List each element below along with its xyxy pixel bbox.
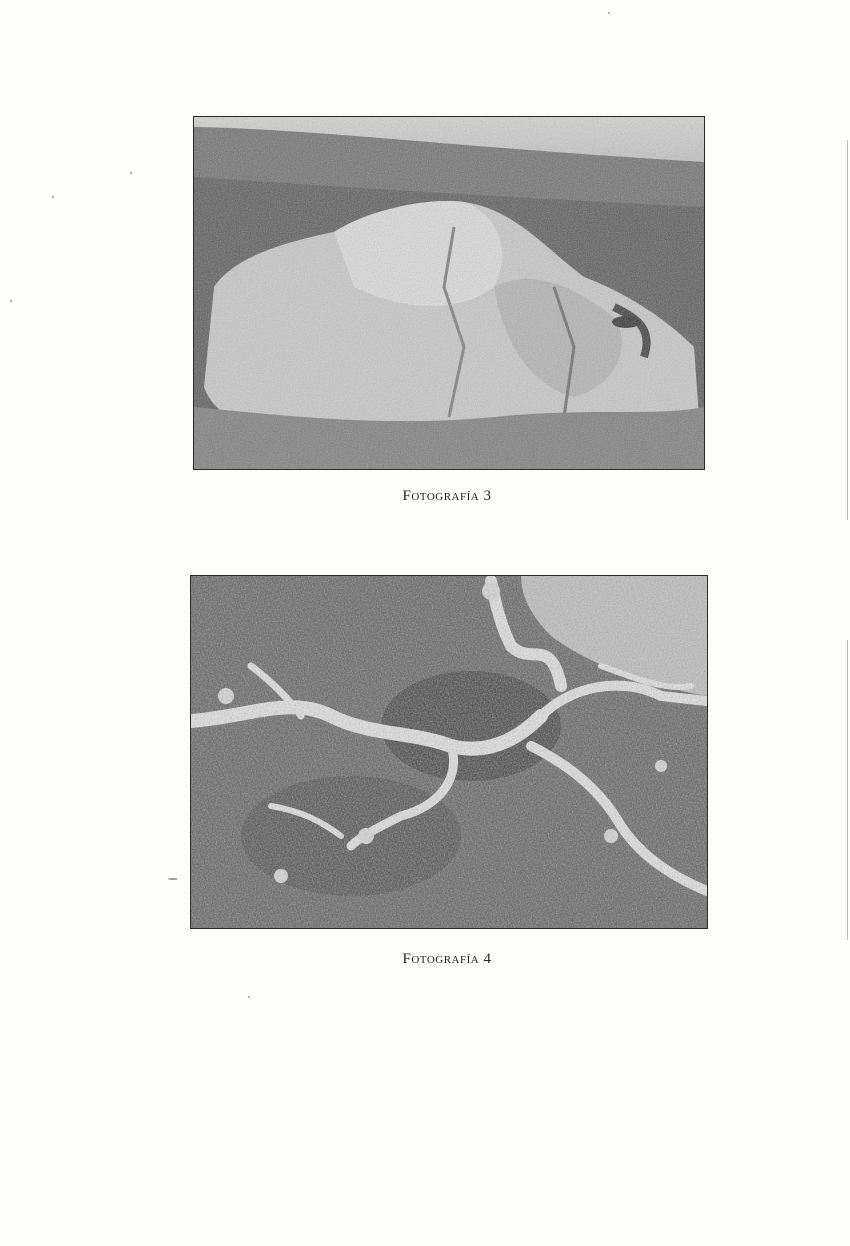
photograph-boulder: [193, 116, 705, 470]
scan-margin-line: [847, 140, 848, 520]
scan-speck: [10, 300, 12, 302]
scan-margin-line: [847, 640, 848, 940]
scan-speck: [52, 196, 54, 198]
scan-speck: [248, 996, 250, 998]
scan-speck: [168, 878, 178, 880]
figure-caption: Fotografía 4: [402, 951, 492, 967]
photograph-rock-veins: [190, 575, 708, 929]
scan-speck: [130, 172, 132, 174]
figure-caption: Fotografía 3: [402, 488, 492, 504]
scan-speck: [608, 12, 610, 14]
